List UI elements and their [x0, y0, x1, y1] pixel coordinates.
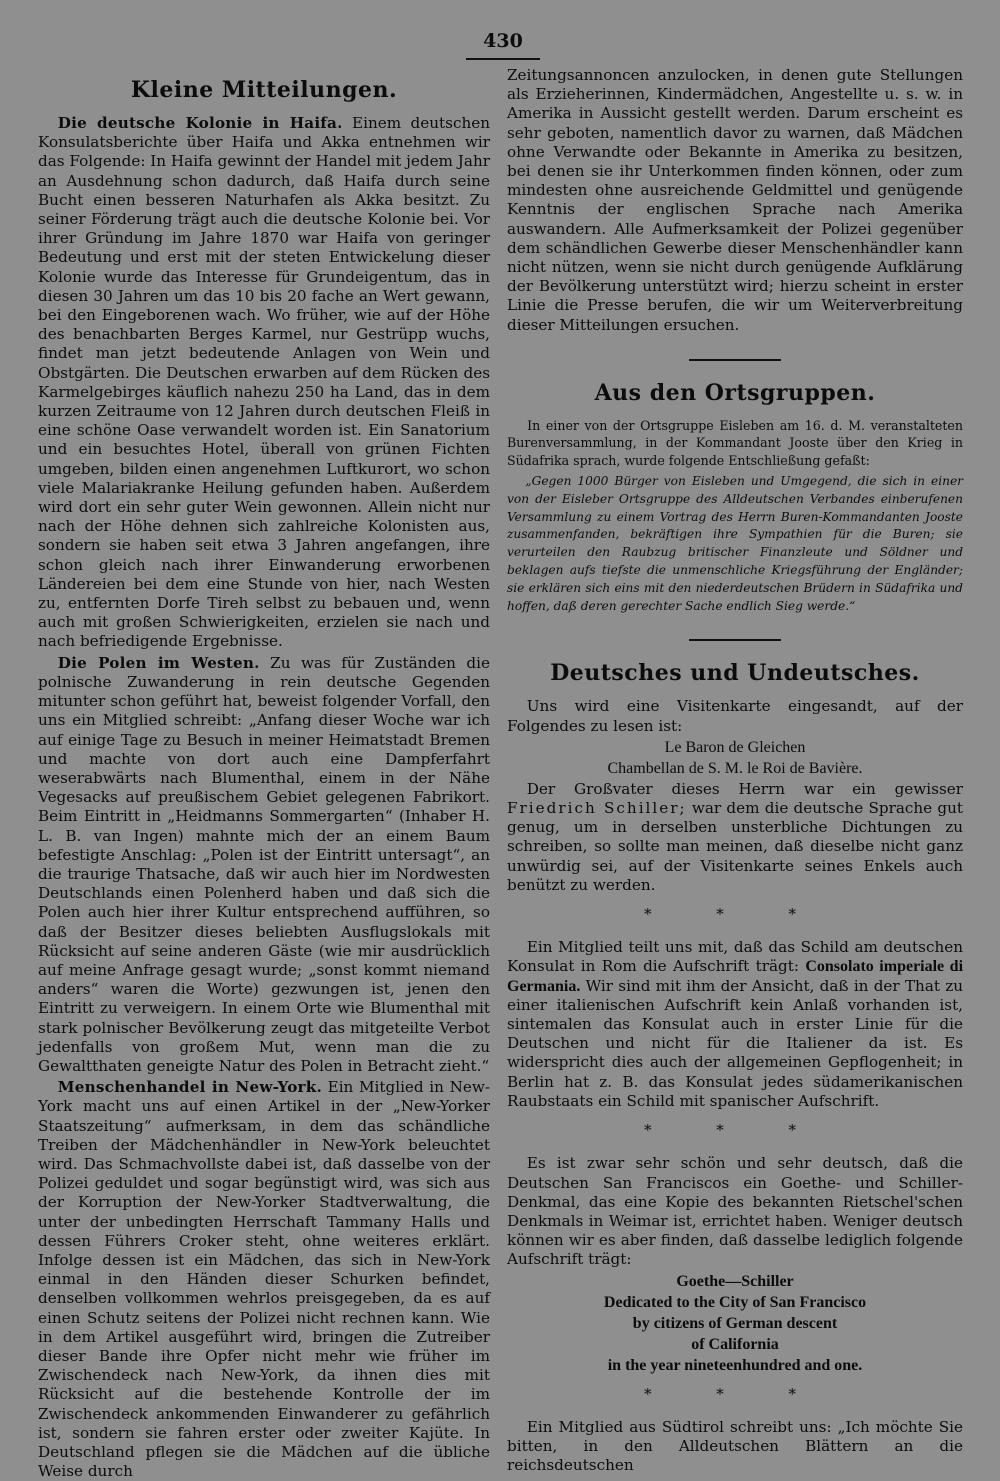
article-body-polen: Zu was für Zuständen die polnische Zuwanderung in rein deutsche Gegenden mitunter schon geführt hat, beweist folgender Vorfall, den uns ein Mitglied schreibt: „Anfang dieser Woche war ich auf einige Tage zu Besuch in meiner Heimatstadt Bremen und machte von dort auch eine Dampferfahrt weserabwärts nach Blumenthal, einem in der Nähe Vegesacks auf preußischem Gebiet gelegenen Fabrikort. Beim Eintritt in „Heidmanns Sommergarten“ (Inhaber H. L. B. van Ingen) mahnte mich der an einem Baum befestigte Anschlag: „Polen ist der Eintritt untersagt“, an die traurige Thatsache, daß wir auch hier im Nordwesten Deutschlands einen Polenherd haben und daß sich die Polen auch hier ihrer Kultur entsprechend aufführen, so daß der Besitzer dieses beliebten Ausflugslokals mit Rücksicht auf seine anderen Gäste (wie mir ausdrücklich auf meine Anfrage gesagt wurde; „sonst kommt niemand anders“ waren die Worte) gezwungen ist, jenen den Eintritt zu verweigern. In einem Orte wie Blumenthal mit stark polnischer Bevölkerung zeugt das mitgeteilte Verbot jedenfalls von großem Mut, wenn man die zu Gewaltthaten geneigte Natur des Polen in Betracht zieht.“ — [38, 653, 491, 1075]
section-divider-2 — [689, 639, 781, 641]
card-commentary-post: war dem die deutsche Sprache gut genug, um in derselben unsterbliche Dichtungen zu schreiben, so sollte man meinen, daß dieselbe nicht ganz unwürdig sei, auf der Visitenkarte seines Enkels auch benützt zu werden. — [507, 799, 964, 894]
inscription-line-4: of California — [691, 1335, 779, 1353]
inscription-line-5: in the year nineteenhundred and one. — [607, 1356, 863, 1374]
card-line-1: Le Baron de Gleichen — [664, 738, 806, 756]
rome-consulate-latin: Consolato imperiale di Germania. — [507, 958, 964, 995]
section-heading-deutsches-undeutsches: Deutsches und Undeutsches. — [550, 660, 920, 687]
rome-consulate-post: Wir sind mit ihm der Ansicht, daß in der That zu einer italienischen Aufschrift kein Anlaß vorhanden ist, sintemalen das Konsulat auch in erster Linie für die Deutschen und nicht für die Italiener da ist. Es widerspricht dies auch der allgemeinen Gepflogenheit; in Berlin hat z. B. das Konsulat jedes südamerikanischen Raubstaats ein Schild mit spanischer Aufschrift. — [507, 976, 964, 1110]
inscription-line-1: Goethe—Schiller — [676, 1272, 794, 1290]
article-title-haifa: Die deutsche Kolonie in Haifa. — [57, 114, 343, 132]
resolution-quote — [507, 473, 963, 615]
resolution-text: „Gegen 1000 Bürger von Eisleben und Umgegend, die sich in einer von der Eisleber Ortsgruppe des Alldeutschen Verbandes einberufenen Versammlung zu einem Vortrag des Herrn Buren-Kommandanten Jooste zusammenfanden, bekräftigen ihre Sympathien für die Buren; sie verurteilen den Raubzug britischer Finanzleute und Söldner und beklagen aufs tiefste die unmenschliche Kriegsführung der Engländer; sie erklären sich eins mit den niederdeutschen Brüdern in Südafrika und hoffen, daß deren gerechter Sache endlich Sieg werde.“ — [507, 474, 963, 613]
ortsgruppen-text: In einer von der Ortsgruppe Eisleben am 16. d. M. veranstalteten Burenversammlung, in der Kommandant Jooste über den Krieg in Südafrika sprach, wurde folgende Entschließung gefaßt: — [507, 417, 963, 468]
sf-monument: Es ist zwar sehr schön und sehr deutsch, daß die Deutschen San Franciscos ein Goethe- und Schiller-Denkmal, das eine Kopie des bekannten Rietschel'schen Denkmals in Weimar ist, errichtet haben. Weniger deutsch können wir es aber finden, daß dasselbe lediglich folgende Aufschrift trägt: — [507, 1154, 963, 1269]
card-intro: Uns wird eine Visitenkarte eingesandt, auf der Folgendes zu lesen ist: — [507, 697, 963, 735]
article-body-haifa: Einem deutschen Konsulatsberichte über Haifa und Akka entnehmen wir das Folgende: In Haifa gewinnt der Handel mit jedem Jahr an Ausdehnung schon dadurch, daß Haifa durch seine Bucht einen besseren Naturhafen als Akka besitzt. Zu seiner Förderung trägt auch die deutsche Kolonie bei. Vor ihrer Gründung im Jahre 1870 war Haifa von geringer Bedeutung und erst mit der steten Entwickelung dieser Kolonie wurde das Interesse für Grundeigentum, das in diesen 30 Jahren um das 10 bis 20 fache an Wert gewann, bei den Eingeborenen wach. Wo früher, wie auf der Höhe des benachbarten Berges Karmel, nur Gestrüpp wuchs, findet man jetzt bedeutende Anlagen von Wein und Obstgärten. Die Deutschen erwarben auf dem Rücken des Karmelgebirges käuflich nahezu 250 ha Land, das in dem kurzen Zeitraume von 12 Jahren durch deutschen Fleiß in eine schöne Oase verwandelt worden ist. Ein Sanatorium und ein besuchtes Hotel, überall von grünen Fichten umgeben, bilden einen angenehmen Luftkurort, wo schon viele Malariakranke Heilung gefunden haben. Außerdem wird dort ein sehr guter Wein gewonnen. Allein nicht nur nach der Höhe dehnen sich zahlreiche Kolonisten aus, sondern sie haben seit etwa 3 Jahren angefangen, ihre schon gleich nach ihrer Einwanderung erworbenen Ländereien bei dem eine Stunde von hier, nach Westen zu, entfernten Dorfe Tireh selbst zu bebauen und, wenn auch mit großen Schwierigkeiten, erzielen sie nach und nach befriedigende Ergebnisse. — [38, 114, 491, 651]
tirol-letter: Ein Mitglied aus Südtirol schreibt uns: „Ich möchte Sie bitten, in den Alldeutschen Blättern an die reichsdeutschen — [507, 1417, 963, 1475]
card-commentary-pre: Der Großvater dieses Herrn war ein gewisser — [526, 779, 963, 798]
article-menschenhandel — [38, 1078, 490, 1481]
left-column — [38, 66, 490, 1481]
inscription-line-3: by citizens of German descent — [632, 1314, 838, 1332]
inscription-line-2: Dedicated to the City of San Francisco — [603, 1293, 867, 1311]
page-number-rule — [466, 58, 540, 60]
article-menschenhandel-continued: Zeitungsannoncen anzulocken, in denen gute Stellungen als Erzieherinnen, Kindermädchen, Angestellte u. s. w. in Amerika in Aussicht gestellt werden. Darum erscheint es sehr geboten, namentlich davor zu warnen, daß Mädchen ohne Verwandte oder Bekannte in Amerika zu besitzen, bei denen sie ihr Unterkommen finden können, oder zum mindesten ohne ausreichende Geldmittel und genügende Kenntnis der englischen Sprache nach Amerika auswandern. Alle Aufmerksamkeit der Polizei gegenüber dem schändlichen Gewerbe dieser Menschenhändler kann nicht nützen, wenn sie nicht durch genügende Aufklärung der Bevölkerung unterstützt wird; hierzu scheint in erster Linie die Presse berufen, die wir um Weiterverbreitung dieser Mitteilungen ersuchen. — [507, 66, 963, 334]
card-line-2: Chambellan de S. M. le Roi de Bavière. — [607, 759, 863, 777]
asterism-2: * * * — [643, 1121, 827, 1140]
page-number: 430 — [483, 30, 523, 52]
card-commentary-name: Friedrich Schiller; — [507, 799, 687, 818]
article-body-menschenhandel: Ein Mitglied in New-York macht uns auf einen Artikel in der „New-Yorker Staatszeitung“ aufmerksam, in dem das schändliche Treiben der Mädchenhändler in New-York beleuchtet wird. Das Schmachvollste dabei ist, daß dasselbe von der Polizei geduldet und sogar begünstigt wird, was sich aus der Korruption der New-Yorker Stadtverwaltung, die unter der unbedingten Herrschaft Tammany Halls und dessen Führers Croker steht, ohne weiteres erklärt. Infolge dessen ist ein Mädchen, das sich in New-York einmal in den Händen dieser Schurken befindet, denselben vollkommen wehrlos preisgegeben, da es auf einen Schutz seitens der Polizei nicht rechnen kann. Wie in dem Artikel ausgeführt wird, bringen die Zutreiber dieser Bande ihre Opfer nicht mehr wie früher im Zwischendeck nach New-York, da ihnen dies mit Rücksicht auf die bestehende Kontrolle der im Zwischendeck ankommenden Einwanderer zu gefährlich ist, sondern sie fahren erster oder zweiter Kajüte. In Deutschland pflegen sie die Mädchen auf die übliche Weise durch — [38, 1078, 490, 1481]
asterism-1: * * * — [643, 905, 827, 924]
ortsgruppen-report — [507, 417, 963, 469]
asterism-3: * * * — [643, 1384, 827, 1403]
section-divider — [689, 359, 781, 361]
article-title-polen: Die Polen im Westen. — [57, 653, 260, 672]
section-heading-ortsgruppen: Aus den Ortsgruppen. — [594, 379, 876, 406]
article-polen — [38, 654, 490, 1076]
right-column — [507, 66, 963, 1475]
card-commentary — [507, 780, 963, 895]
rome-consulate-pre: Ein Mitglied teilt uns mit, daß das Schild am deutschen Konsulat in Rom die Aufschrift trägt: — [507, 938, 963, 976]
article-haifa — [38, 114, 490, 652]
article-title-menschenhandel: Menschenhandel in New-York. — [57, 1078, 322, 1097]
section-heading-kleine-mitteilungen: Kleine Mitteilungen. — [130, 77, 398, 103]
rome-consulate — [507, 938, 963, 1111]
